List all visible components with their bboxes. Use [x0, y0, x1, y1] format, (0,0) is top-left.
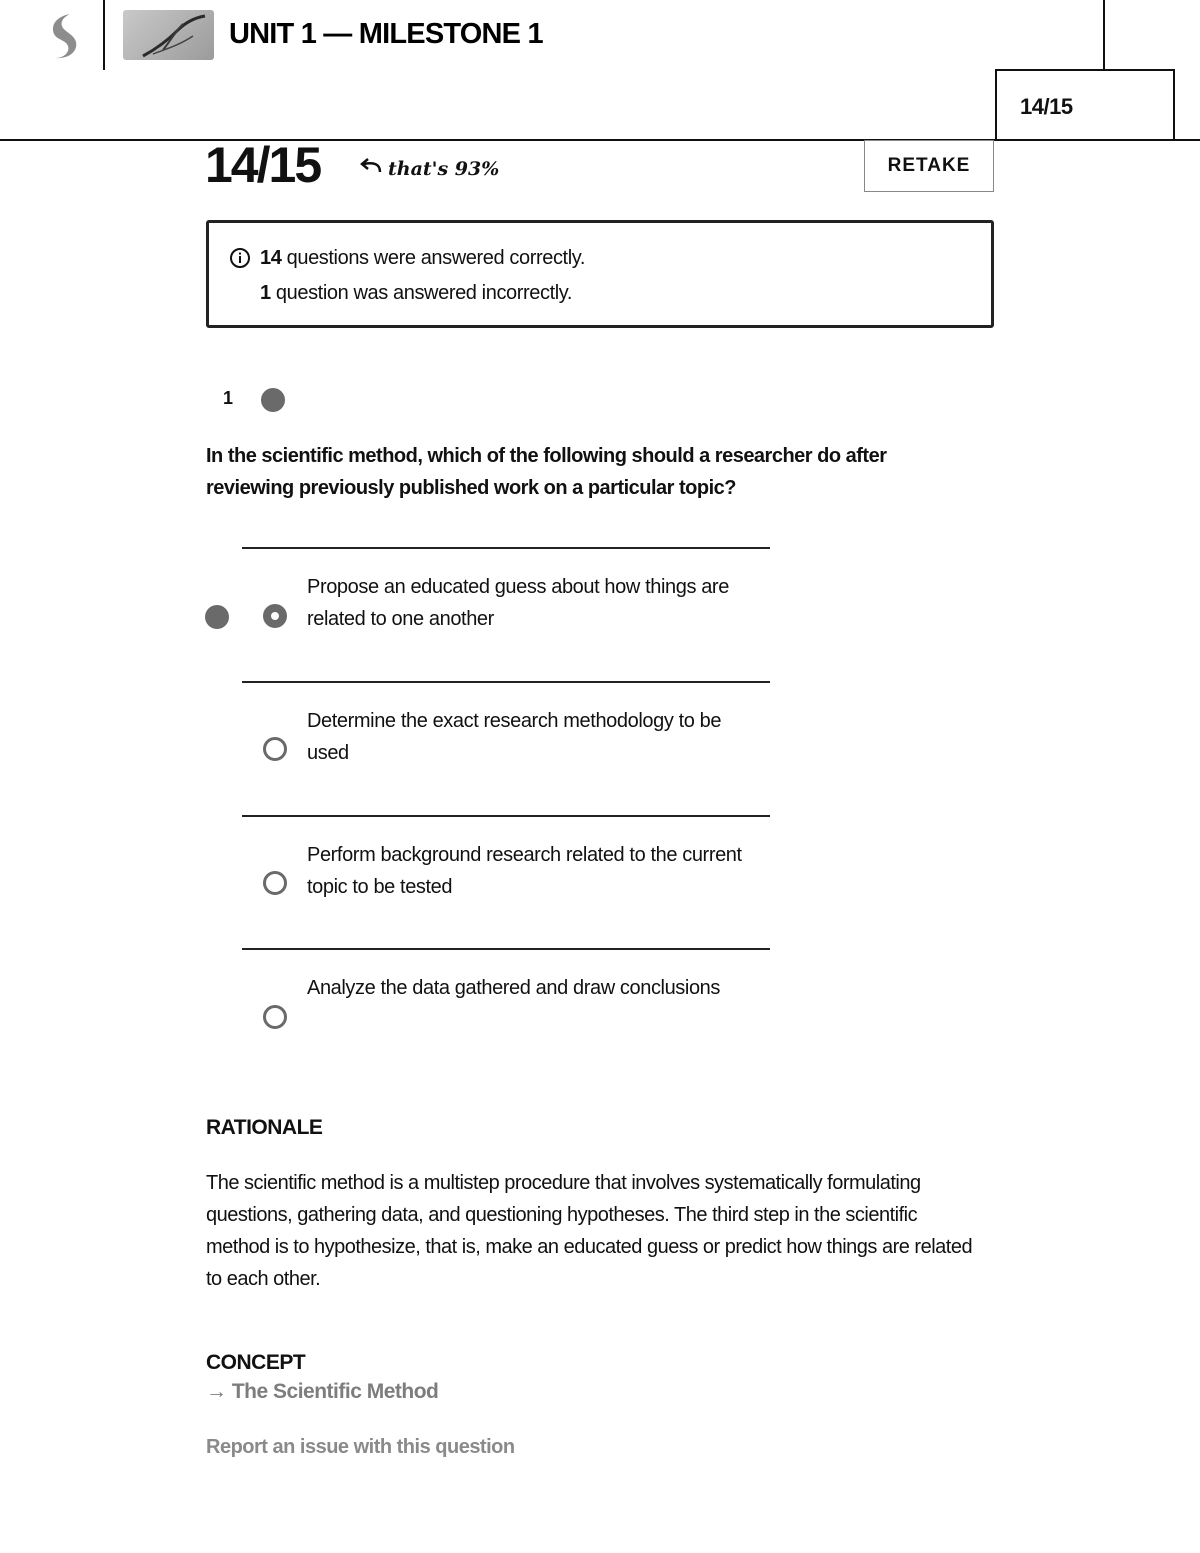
- rationale-heading: RATIONALE: [206, 1116, 323, 1139]
- option-radio-4[interactable]: [263, 1005, 287, 1029]
- question-status-dot: [261, 388, 285, 412]
- question-number: 1: [223, 388, 234, 408]
- concept-link[interactable]: [206, 1380, 438, 1404]
- option-radio-1[interactable]: [263, 604, 287, 628]
- option-radio-2[interactable]: [263, 737, 287, 761]
- incorrect-summary: [260, 282, 572, 305]
- score-display: 14/15: [205, 137, 321, 193]
- option-divider: [242, 948, 770, 950]
- header-bottom-border: [0, 139, 1200, 141]
- info-icon: [229, 247, 251, 269]
- header-divider: [1103, 0, 1105, 70]
- header-divider: [103, 0, 105, 70]
- correct-summary: [260, 247, 585, 270]
- question-text: In the scientific method, which of the following should a researcher do after reviewing previously published work on a particular topic?: [206, 445, 887, 499]
- report-issue-link[interactable]: Report an issue with this question: [206, 1436, 515, 1458]
- curved-arrow-icon: [358, 156, 384, 181]
- page-title: UNIT 1 — MILESTONE 1: [229, 18, 543, 50]
- option-divider: [242, 547, 770, 549]
- option-radio-3[interactable]: [263, 871, 287, 895]
- option-label-3[interactable]: Perform background research related to the current topic to be tested: [307, 844, 742, 898]
- concept-heading: CONCEPT: [206, 1351, 306, 1374]
- app-logo-icon[interactable]: [44, 12, 84, 60]
- header-score: 14/15: [1020, 94, 1073, 119]
- arrow-right-icon: →: [206, 1380, 227, 1403]
- rationale-text: The scientific method is a multistep procedure that involves systematically formulating questions, gathering data, and questioning hypotheses. The third step in the scientific method is to hypothesize, that is, make an educated guess or predict how things are related to each other.: [206, 1172, 973, 1290]
- option-divider: [242, 815, 770, 817]
- percent-note-text: that's 93%: [388, 157, 500, 180]
- course-thumbnail: [123, 10, 214, 60]
- correct-count: 14: [260, 247, 282, 269]
- incorrect-text: question was answered incorrectly.: [275, 282, 573, 304]
- retake-button[interactable]: RETAKE: [864, 140, 994, 192]
- incorrect-count: 1: [260, 282, 271, 304]
- percent-note: [358, 156, 499, 181]
- correct-text: questions were answered correctly.: [286, 247, 586, 269]
- concept-link-text[interactable]: The Scientific Method: [231, 1380, 439, 1403]
- score-box-top-border: [995, 69, 1175, 71]
- score-box-left-border: [995, 69, 997, 141]
- answer-marker: [205, 605, 229, 629]
- score-box-right-border: [1173, 69, 1175, 141]
- results-summary: [206, 220, 994, 328]
- option-divider: [242, 681, 770, 683]
- option-label-2[interactable]: Determine the exact research methodology to be used: [307, 710, 722, 764]
- option-label-1[interactable]: Propose an educated guess about how things are related to one another: [307, 576, 729, 630]
- option-label-4[interactable]: Analyze the data gathered and draw conclusions: [307, 977, 720, 999]
